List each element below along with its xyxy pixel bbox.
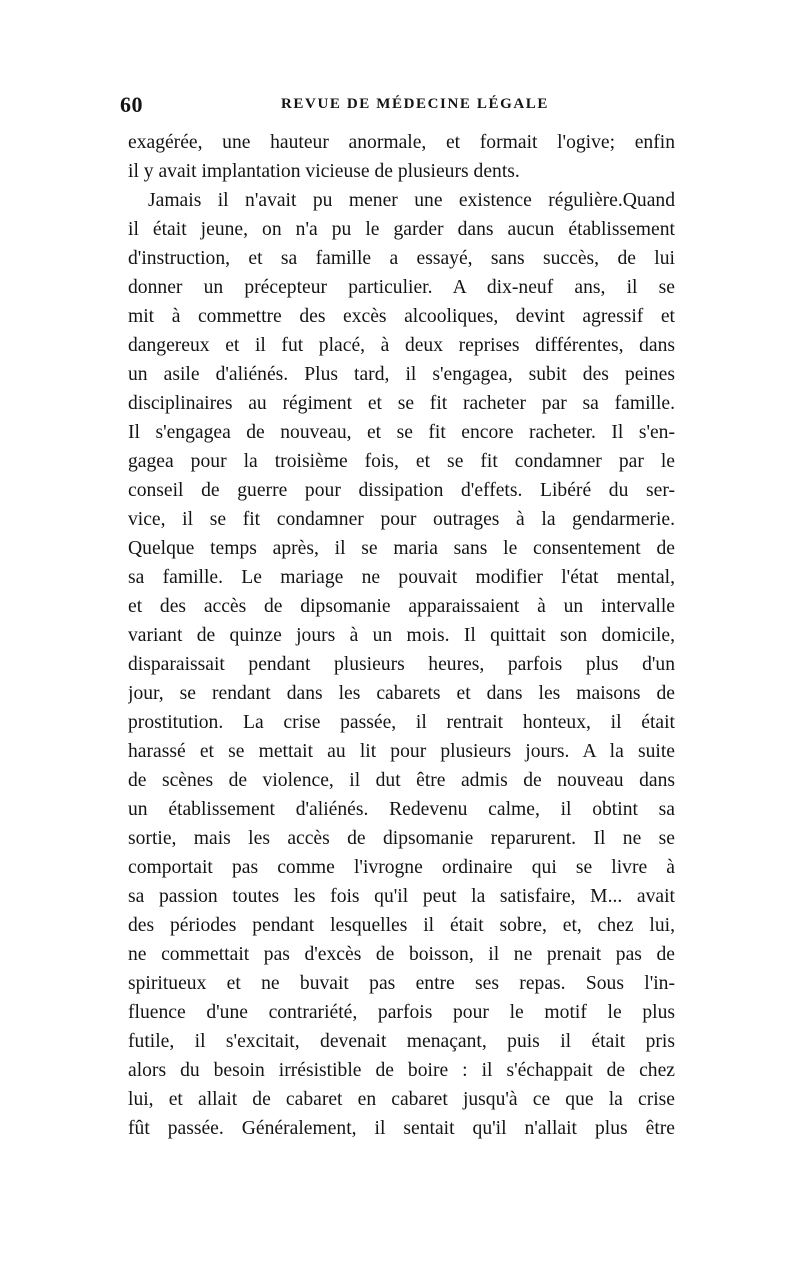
text-line: fût passée. Généralement, il sentait qu'il n'allait plus être — [128, 1118, 675, 1139]
text-line: disparaissait pendant plusieurs heures, parfois plus d'un — [128, 654, 675, 675]
text-line: d'instruction, et sa famille a essayé, sans succès, de lui — [128, 248, 675, 269]
text-line: disciplinaires au régiment et se fit racheter par sa famille. — [128, 393, 675, 414]
text-line: il y avait implantation vicieuse de plusieurs dents. — [128, 161, 520, 182]
text-line: spiritueux et ne buvait pas entre ses repas. Sous l'in- — [128, 973, 675, 994]
text-line: mit à commettre des excès alcooliques, devint agressif et — [128, 306, 675, 327]
body-text — [128, 128, 675, 1143]
text-line: jour, se rendant dans les cabarets et dans les maisons de — [128, 683, 675, 704]
text-line: exagérée, une hauteur anormale, et formait l'ogive; enfin — [128, 132, 675, 153]
text-line: donner un précepteur particulier. A dix-neuf ans, il se — [128, 277, 675, 298]
text-line: fluence d'une contrariété, parfois pour le motif le plus — [128, 1002, 675, 1023]
text-line: prostitution. La crise passée, il rentrait honteux, il était — [128, 712, 675, 733]
text-line: des périodes pendant lesquelles il était sobre, et, chez lui, — [128, 915, 675, 936]
text-line: variant de quinze jours à un mois. Il quittait son domicile, — [128, 625, 675, 646]
text-line: de scènes de violence, il dut être admis de nouveau dans — [128, 770, 675, 791]
text-line: vice, il se fit condamner pour outrages à la gendarmerie. — [128, 509, 675, 530]
text-line: Il s'engagea de nouveau, et se fit encore racheter. Il s'en- — [128, 422, 675, 443]
text-line: et des accès de dipsomanie apparaissaient à un intervalle — [128, 596, 675, 617]
text-line: futile, il s'excitait, devenait menaçant, puis il était pris — [128, 1031, 675, 1052]
text-line: Quelque temps après, il se maria sans le consentement de — [128, 538, 675, 559]
text-line: lui, et allait de cabaret en cabaret jusqu'à ce que la crise — [128, 1089, 675, 1110]
text-line: un asile d'aliénés. Plus tard, il s'engagea, subit des peines — [128, 364, 675, 385]
text-line: il était jeune, on n'a pu le garder dans aucun établissement — [128, 219, 675, 240]
text-line: Jamais il n'avait pu mener une existence régulière.Quand — [148, 190, 675, 211]
journal-title: REVUE DE MÉDECINE LÉGALE — [280, 96, 550, 112]
text-line: comportait pas comme l'ivrogne ordinaire qui se livre à — [128, 857, 675, 878]
text-line: sa famille. Le mariage ne pouvait modifier l'état mental, — [128, 567, 675, 588]
running-head — [120, 92, 680, 122]
text-line: ne commettait pas d'excès de boisson, il ne prenait pas de — [128, 944, 675, 965]
text-line: harassé et se mettait au lit pour plusieurs jours. A la suite — [128, 741, 675, 762]
text-line: conseil de guerre pour dissipation d'effets. Libéré du ser- — [128, 480, 675, 501]
page-number: 60 — [120, 92, 143, 117]
text-line: un établissement d'aliénés. Redevenu calme, il obtint sa — [128, 799, 675, 820]
text-line: gagea pour la troisième fois, et se fit condamner par le — [128, 451, 675, 472]
text-line: sortie, mais les accès de dipsomanie reparurent. Il ne se — [128, 828, 675, 849]
text-line: dangereux et il fut placé, à deux reprises différentes, dans — [128, 335, 675, 356]
text-line: sa passion toutes les fois qu'il peut la satisfaire, M... avait — [128, 886, 675, 907]
text-line: alors du besoin irrésistible de boire : il s'échappait de chez — [128, 1060, 675, 1081]
